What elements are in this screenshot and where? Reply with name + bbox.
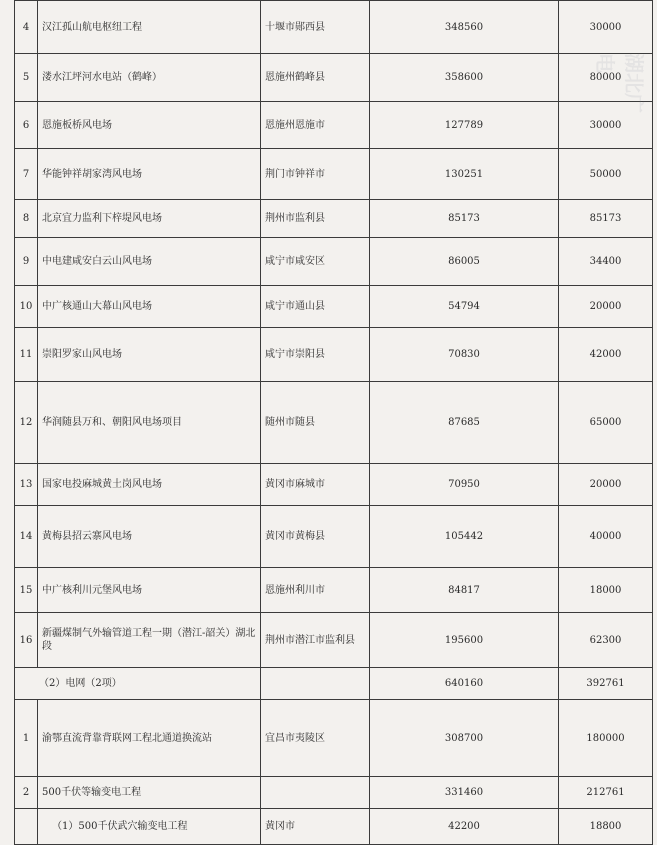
row-number: 9 (15, 238, 38, 286)
row-number: 11 (15, 328, 38, 382)
project-location: 黄冈市 (261, 809, 370, 845)
table-row (15, 286, 653, 328)
row-number: 2 (15, 777, 38, 809)
project-name: 新疆煤制气外输管道工程一期（潜江-韶关）湖北段 (38, 613, 261, 668)
table-row (15, 200, 653, 238)
table-row (15, 149, 653, 200)
project-name: 黄梅县招云寨风电场 (38, 506, 261, 568)
project-name: （1）500千伏武穴输变电工程 (38, 809, 261, 845)
total-investment: 86005 (370, 238, 559, 286)
project-location (261, 777, 370, 809)
project-location: 宜昌市夷陵区 (261, 700, 370, 777)
project-location: 荆州市潜江市监利县 (261, 613, 370, 668)
total-investment: 308700 (370, 700, 559, 777)
row-number: 4 (15, 1, 38, 54)
row-number: 14 (15, 506, 38, 568)
planned-investment: 50000 (559, 149, 653, 200)
total-investment: 54794 (370, 286, 559, 328)
row-number: 7 (15, 149, 38, 200)
planned-investment: 212761 (559, 777, 653, 809)
project-table (14, 0, 653, 845)
total-investment: 358600 (370, 54, 559, 102)
planned-investment: 30000 (559, 1, 653, 54)
planned-investment: 80000 (559, 54, 653, 102)
project-location: 黄冈市黄梅县 (261, 506, 370, 568)
project-location: 咸宁市通山县 (261, 286, 370, 328)
planned-investment: 18800 (559, 809, 653, 845)
planned-investment: 180000 (559, 700, 653, 777)
total-investment: 105442 (370, 506, 559, 568)
planned-investment: 42000 (559, 328, 653, 382)
project-name: 溇水江坪河水电站（鹤峰） (38, 54, 261, 102)
planned-investment: 62300 (559, 613, 653, 668)
table-row (15, 1, 653, 54)
total-investment: 130251 (370, 149, 559, 200)
project-location: 随州市随县 (261, 382, 370, 464)
row-number: 16 (15, 613, 38, 668)
table-row (15, 700, 653, 777)
table-row (15, 54, 653, 102)
row-number (15, 809, 38, 845)
table-row (15, 613, 653, 668)
project-name: 中广核利川元堡风电场 (38, 568, 261, 613)
row-number: 6 (15, 102, 38, 149)
project-location: 恩施州恩施市 (261, 102, 370, 149)
project-name: 华润随县万和、朝阳风电场项目 (38, 382, 261, 464)
total-investment: 70830 (370, 328, 559, 382)
planned-investment: 34400 (559, 238, 653, 286)
table-row (15, 102, 653, 149)
row-number: 5 (15, 54, 38, 102)
project-name: 渝鄂直流背靠背联网工程北通道换流站 (38, 700, 261, 777)
total-investment: 127789 (370, 102, 559, 149)
total-investment: 87685 (370, 382, 559, 464)
section-label: （2）电网（2项） (15, 668, 261, 700)
section-invest: 392761 (559, 668, 653, 700)
total-investment: 348560 (370, 1, 559, 54)
planned-investment: 30000 (559, 102, 653, 149)
row-number: 8 (15, 200, 38, 238)
total-investment: 331460 (370, 777, 559, 809)
planned-investment: 40000 (559, 506, 653, 568)
project-location: 恩施州利川市 (261, 568, 370, 613)
table-row (15, 328, 653, 382)
project-name: 中电建咸安白云山风电场 (38, 238, 261, 286)
row-number: 10 (15, 286, 38, 328)
row-number: 13 (15, 464, 38, 506)
total-investment: 195600 (370, 613, 559, 668)
table-row (15, 809, 653, 845)
total-investment: 84817 (370, 568, 559, 613)
table-row (15, 238, 653, 286)
project-name: 中广核通山大幕山风电场 (38, 286, 261, 328)
project-location: 荆门市钟祥市 (261, 149, 370, 200)
project-name: 北京宜力监利下梓堤风电场 (38, 200, 261, 238)
section-total: 640160 (370, 668, 559, 700)
section-location (261, 668, 370, 700)
table-row (15, 506, 653, 568)
project-name: 华能钟祥胡家湾风电场 (38, 149, 261, 200)
project-name: 国家电投麻城黄土岗风电场 (38, 464, 261, 506)
section-row (15, 668, 653, 700)
total-investment: 70950 (370, 464, 559, 506)
project-location: 荆州市监利县 (261, 200, 370, 238)
project-name: 崇阳罗家山风电场 (38, 328, 261, 382)
table-row (15, 777, 653, 809)
planned-investment: 20000 (559, 286, 653, 328)
table-row (15, 382, 653, 464)
project-location: 咸宁市崇阳县 (261, 328, 370, 382)
row-number: 12 (15, 382, 38, 464)
row-number: 15 (15, 568, 38, 613)
table-row (15, 464, 653, 506)
project-location: 黄冈市麻城市 (261, 464, 370, 506)
table-row (15, 568, 653, 613)
project-location: 恩施州鹤峰县 (261, 54, 370, 102)
project-name: 500千伏等输变电工程 (38, 777, 261, 809)
row-number: 1 (15, 700, 38, 777)
project-location: 十堰市郧西县 (261, 1, 370, 54)
planned-investment: 65000 (559, 382, 653, 464)
total-investment: 85173 (370, 200, 559, 238)
project-name: 恩施板桥风电场 (38, 102, 261, 149)
project-table-body (15, 1, 653, 845)
total-investment: 42200 (370, 809, 559, 845)
watermark: 湖北广电 (593, 53, 646, 113)
planned-investment: 85173 (559, 200, 653, 238)
planned-investment: 18000 (559, 568, 653, 613)
project-location: 咸宁市咸安区 (261, 238, 370, 286)
project-name: 汉江孤山航电枢纽工程 (38, 1, 261, 54)
planned-investment: 20000 (559, 464, 653, 506)
